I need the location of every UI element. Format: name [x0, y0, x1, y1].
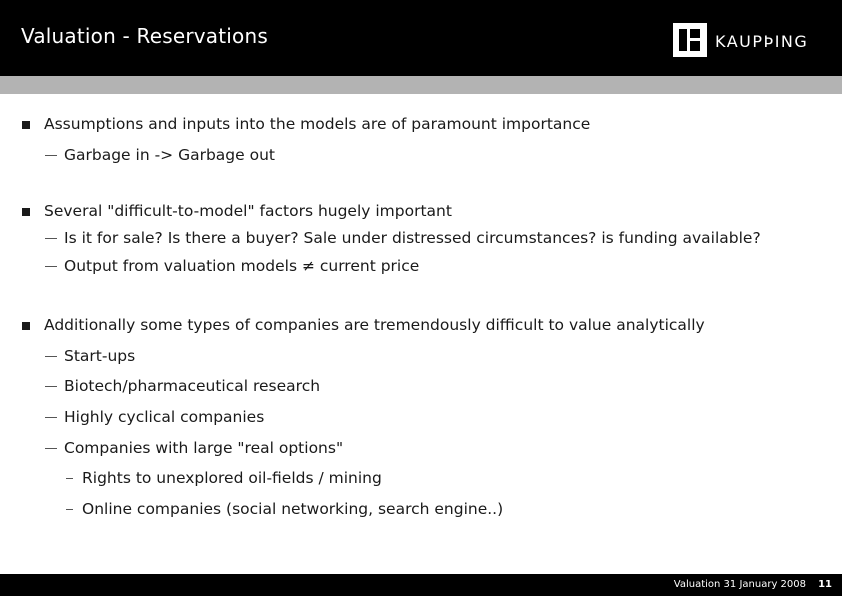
kaupthing-logo-icon [673, 23, 707, 57]
slide-footer [0, 574, 842, 596]
bullet-2-sub-2: Output from valuation models ≠ current price [64, 257, 420, 275]
bullet-3-sub-2: Biotech/pharmaceutical research [64, 377, 321, 395]
bullet-3-sub-1: Start-ups [64, 347, 136, 365]
small-dash-icon [66, 478, 73, 479]
slide-title: Valuation - Reservations [21, 24, 268, 48]
bullet-3-subsub-1: Rights to unexplored oil-fields / mining [82, 469, 382, 487]
bullet-2-text: Several "difficult-to-model" factors hugely important [44, 202, 452, 220]
header-band [0, 76, 842, 94]
bullet-3-text: Additionally some types of companies are tremendously difficult to value analytically [44, 316, 705, 334]
bullet-square-icon [22, 208, 30, 216]
bullet-square-icon [22, 322, 30, 330]
dash-icon [45, 155, 57, 156]
dash-icon [45, 238, 57, 239]
page-number: 11 [818, 579, 832, 590]
small-dash-icon [66, 509, 73, 510]
bullet-3-sub-3: Highly cyclical companies [64, 408, 265, 426]
bullet-3-subsub-2: Online companies (social networking, search engine..) [82, 500, 504, 518]
footer-date-text: Valuation 31 January 2008 [673, 579, 806, 590]
dash-icon [45, 386, 57, 387]
dash-icon [45, 448, 57, 449]
dash-icon [45, 417, 57, 418]
bullet-1-sub-1: Garbage in -> Garbage out [64, 146, 275, 164]
slide-header [0, 0, 842, 76]
logo-text: KAUPÞING [715, 32, 809, 51]
bullet-square-icon [22, 121, 30, 129]
bullet-1-text: Assumptions and inputs into the models are of paramount importance [44, 115, 591, 133]
dash-icon [45, 266, 57, 267]
kaupthing-logo [673, 23, 833, 57]
bullet-2-sub-1: Is it for sale? Is there a buyer? Sale under distressed circumstances? is funding available? [64, 229, 761, 247]
dash-icon [45, 356, 57, 357]
bullet-3-sub-4: Companies with large "real options" [64, 439, 344, 457]
